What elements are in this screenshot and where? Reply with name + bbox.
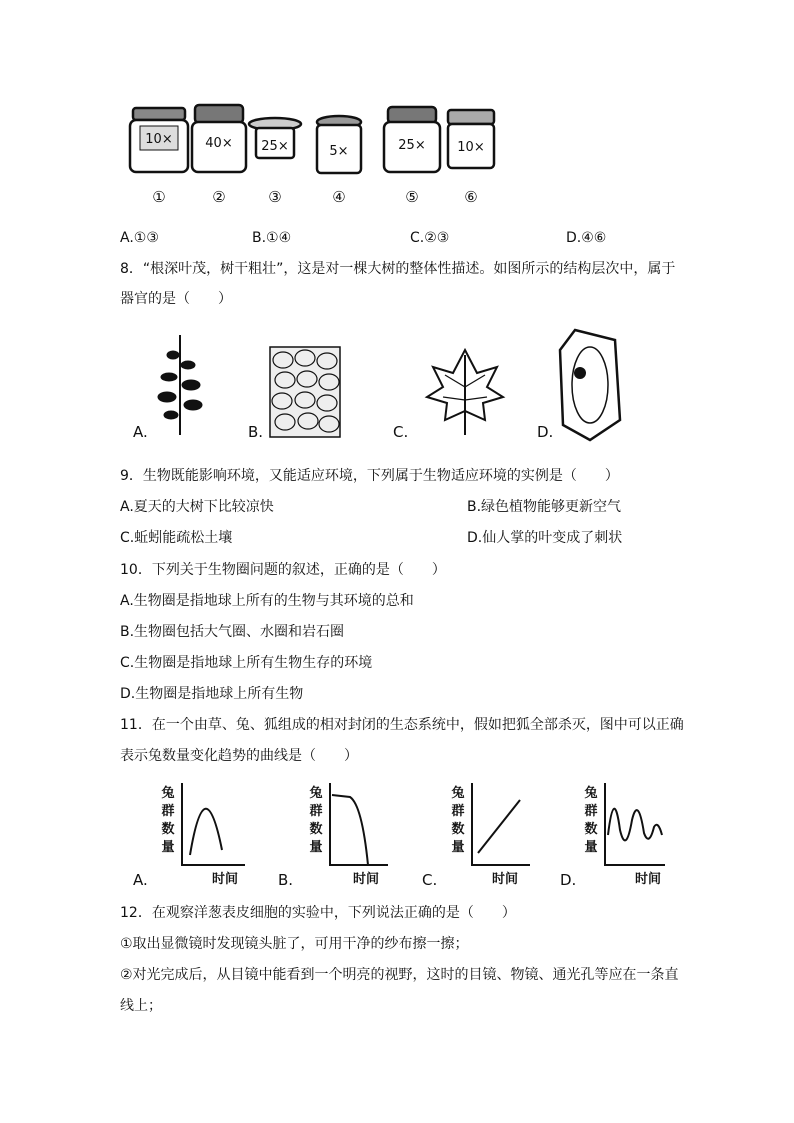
graph-d — [605, 783, 665, 865]
q10-option-a: A.生物圈是指地球上所有的生物与其环境的总和 — [120, 593, 414, 609]
graph-d-xlabel: 时间 — [634, 872, 662, 887]
graph-a — [182, 783, 245, 865]
q9-option-c: C.蚯蚓能疏松土壤 — [120, 530, 233, 546]
q10-stem: 10．下列关于生物圈问题的叙述，正确的是（ ） — [120, 562, 446, 578]
q8-stem-line1: 8．“根深叶茂，树干粗壮”，这是对一棵大树的整体性描述。如图所示的结构层次中，属于 — [120, 261, 676, 277]
q7-option-b: B.①④ — [252, 230, 292, 246]
graph-d-ylabel-3: 数 — [584, 822, 598, 837]
q9-option-b: B.绿色植物能够更新空气 — [467, 499, 622, 515]
q8-label-c: C. — [393, 423, 409, 441]
q12-statement-2-line1: ②对光完成后，从目镜中能看到一个明亮的视野，这时的目镜、物镜、通光孔等应在一条直 — [120, 967, 679, 983]
q11-label-c: C. — [422, 871, 438, 889]
lens-4-label: 5× — [329, 144, 349, 159]
q7-option-c: C.②③ — [410, 230, 450, 246]
graph-c-ylabel-3: 数 — [451, 822, 465, 837]
lens-4-num: ④ — [332, 188, 346, 206]
graph-b-ylabel-2: 群 — [309, 804, 323, 819]
graph-d-ylabel-1: 兔 — [584, 786, 598, 801]
lens-1-label: 10× — [145, 132, 173, 147]
q12-statement-1: ①取出显微镜时发现镜头脏了，可用干净的纱布擦一擦； — [120, 936, 469, 952]
lens-5-num: ⑤ — [405, 188, 419, 206]
q9-option-a: A.夏天的大树下比较凉快 — [120, 499, 274, 515]
leaf-image — [427, 350, 503, 435]
graph-b-ylabel-1: 兔 — [309, 786, 323, 801]
q7-option-a: A.①③ — [120, 230, 159, 246]
graph-b — [330, 783, 388, 865]
lens-5-label: 25× — [398, 138, 426, 153]
q11-stem-line2: 表示兔数量变化趋势的曲线是（ ） — [120, 748, 358, 764]
graph-a-ylabel-2: 群 — [161, 804, 175, 819]
q11-label-d: D. — [560, 871, 577, 889]
graph-b-xlabel: 时间 — [352, 872, 380, 887]
q8-stem-line2: 器官的是（ ） — [120, 291, 232, 307]
graph-b-ylabel-3: 数 — [309, 822, 323, 837]
graph-a-ylabel-3: 数 — [161, 822, 175, 837]
q7-option-d: D.④⑥ — [566, 230, 607, 246]
lens-3-label: 25× — [261, 139, 289, 154]
graph-b-ylabel-4: 量 — [309, 840, 323, 855]
q10-option-d: D.生物圈是指地球上所有生物 — [120, 686, 304, 702]
graph-c-ylabel-2: 群 — [451, 804, 465, 819]
q8-label-b: B. — [248, 423, 264, 441]
q12-statement-2-line2: 线上； — [120, 998, 162, 1014]
graph-a-xlabel: 时间 — [211, 872, 239, 887]
q10-option-b: B.生物圈包括大气圈、水圈和岩石圈 — [120, 624, 345, 640]
plant-image — [158, 335, 202, 435]
tissue-image — [270, 347, 340, 437]
graph-a-ylabel-4: 量 — [161, 840, 175, 855]
q11-label-b: B. — [278, 871, 294, 889]
q9-stem: 9．生物既能影响环境，又能适应环境，下列属于生物适应环境的实例是（ ） — [120, 468, 619, 484]
lens-2-label: 40× — [205, 136, 233, 151]
graph-c-ylabel-4: 量 — [451, 840, 465, 855]
q9-option-d: D.仙人掌的叶变成了刺状 — [467, 530, 623, 546]
cell-image — [560, 330, 620, 440]
q8-label-a: A. — [133, 423, 148, 441]
lens-figure — [118, 100, 508, 219]
structure-figure — [125, 325, 625, 454]
q12-stem: 12．在观察洋葱表皮细胞的实验中，下列说法正确的是（ ） — [120, 905, 516, 921]
q8-label-d: D. — [537, 423, 554, 441]
graph-c-xlabel: 时间 — [491, 872, 519, 887]
lens-2-num: ② — [212, 188, 226, 206]
lens-6-label: 10× — [457, 140, 485, 155]
graph-a-ylabel-1: 兔 — [161, 786, 175, 801]
population-graphs — [130, 775, 670, 894]
q11-label-a: A. — [133, 871, 148, 889]
graph-c — [472, 783, 530, 865]
q10-option-c: C.生物圈是指地球上所有生物生存的环境 — [120, 655, 373, 671]
lens-1-num: ① — [152, 188, 166, 206]
graph-c-ylabel-1: 兔 — [451, 786, 465, 801]
graph-d-ylabel-2: 群 — [584, 804, 598, 819]
q11-stem-line1: 11．在一个由草、兔、狐组成的相对封闭的生态系统中，假如把狐全部杀灭，图中可以正确 — [120, 717, 684, 733]
lens-3-num: ③ — [268, 188, 282, 206]
graph-d-ylabel-4: 量 — [584, 840, 598, 855]
lens-6-num: ⑥ — [464, 188, 478, 206]
lens-6 — [448, 110, 494, 168]
